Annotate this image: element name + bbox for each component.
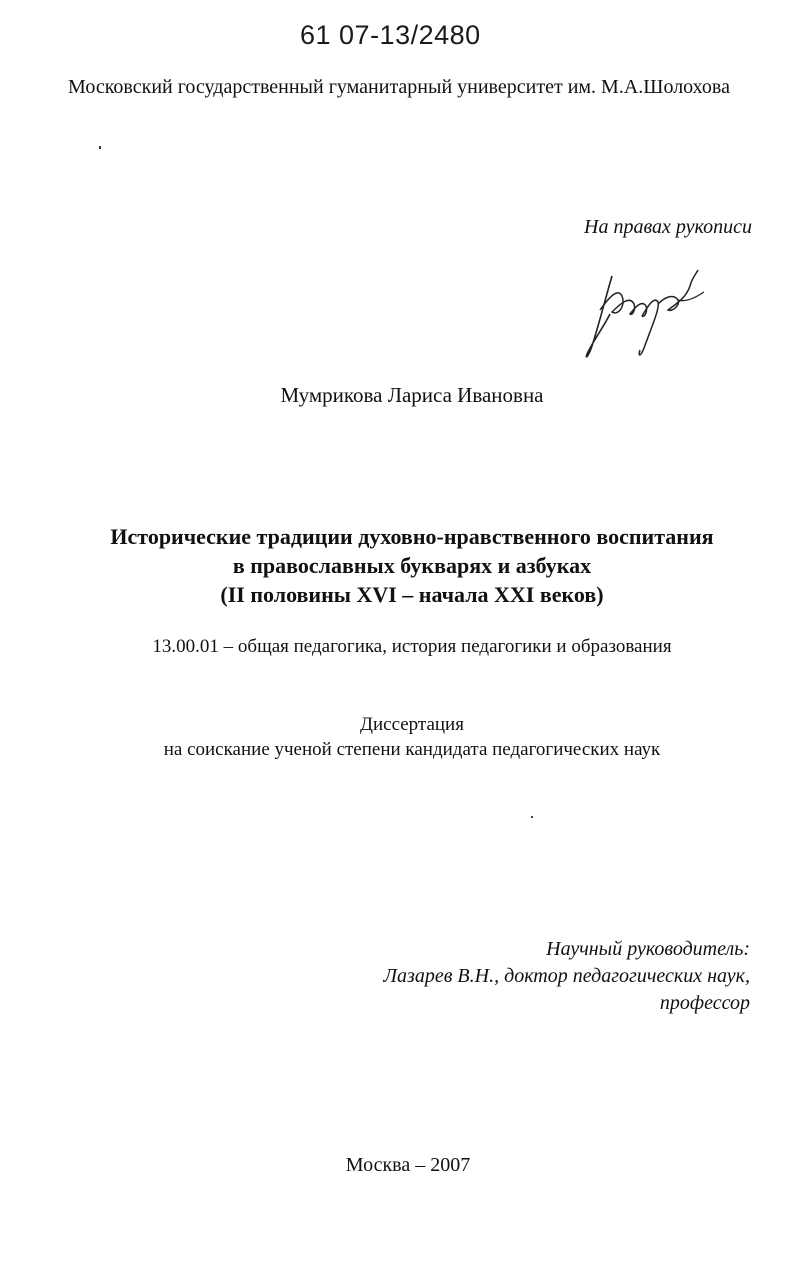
supervisor-label: Научный руководитель:: [546, 938, 750, 960]
supervisor-rank: профессор: [659, 992, 750, 1014]
dissertation-degree-block: [0, 712, 798, 762]
degree-text: на соискание ученой степени кандидата педагогических наук: [163, 739, 661, 760]
author-name: Мумрикова Лариса Ивановна: [280, 383, 544, 407]
manuscript-note: На правах рукописи: [584, 216, 752, 238]
dissertation-label: Диссертация: [360, 714, 464, 735]
scan-speck: [531, 816, 533, 818]
title-line-1: Исторические традиции духовно-нравственного воспитания: [110, 524, 714, 549]
title-line-2: в православных букварях и азбуках: [232, 553, 592, 578]
title-line-3: (II половины XVI – начала XXI веков): [220, 582, 604, 607]
dissertation-title: [0, 522, 798, 609]
signature-icon: [582, 266, 712, 366]
supervisor-name: Лазарев В.Н., доктор педагогических наук,: [383, 965, 750, 987]
catalog-number: 61 07-13/2480: [300, 20, 481, 50]
supervisor-block: [384, 936, 750, 1017]
place-year: Москва – 2007: [345, 1154, 471, 1176]
scan-speck: [99, 146, 101, 149]
university-name: Московский государственный гуманитарный университет им. М.А.Шолохова: [68, 76, 730, 98]
specialty-code: 13.00.01 – общая педагогика, история педагогики и образования: [152, 636, 672, 657]
